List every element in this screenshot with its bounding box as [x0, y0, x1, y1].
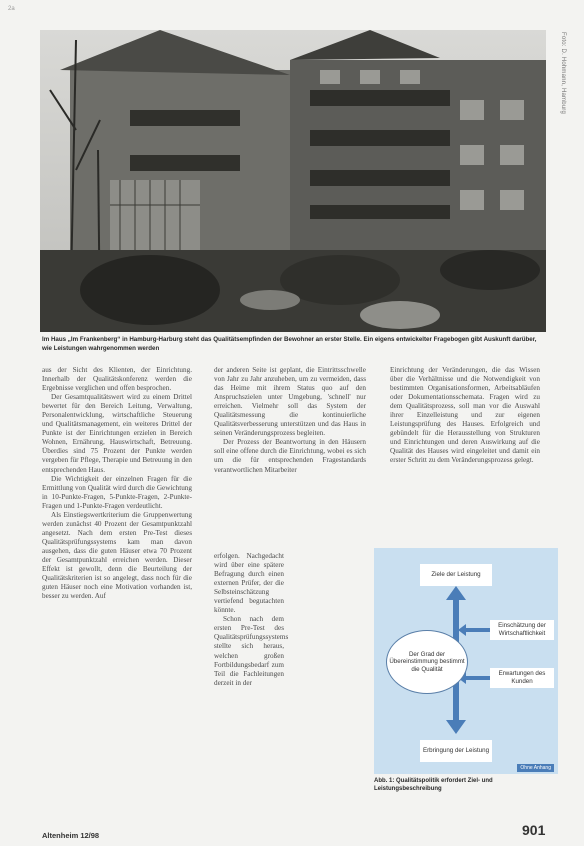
scan-mark: 2a: [8, 6, 15, 12]
paragraph: Der Gesamtqualitätswert wird zu einem Drittel bewertet für den Bereich Leitung, Verwaltung, Personalentwicklung, wirtschaftliche Steuerung und Qualitätsmanagement, ein weiteres Drittel der Punkte ist der Einrichtungen erzielen in Bereich Wohnen, Ernährung, Hauswirtschaft, Betreuung. Überdies sind 75 Prozent der Punkte werden vergeben für Pflege, Therapie und Betreuung in den entsprechenden Haus.: [42, 393, 192, 474]
paragraph: der anderen Seite ist geplant, die Eintrittsschwelle von Jahr zu Jahr anzuheben, um zu vermeiden, dass das Heime mit ihrem Status quo auf den Anspruchszielen unter Umgebung, 'schnell' nur erreichen. Vielmehr soll das System der Qualitätsmessung die kontinuierliche Qualitätsverbesserung unterstützen und das Haus in seinen Veränderungsprozess begleiten.: [214, 366, 366, 438]
text-column-2: [214, 366, 366, 552]
diagram-box-expectations: Erwartungen des Kunden: [490, 668, 554, 688]
diagram-box-delivery: Erbringung der Leistung: [420, 740, 492, 762]
diagram-center-ellipse: Der Grad der Übereinstimmung bestimmt die Qualität: [386, 630, 468, 694]
paragraph: Der Prozess der Beantwortung in den Häusern soll eine offene durch die Einrichtung, wobei es sich um die für entsprechenden Fragestandards verantwortlichen Mitarbeiter: [214, 438, 366, 474]
diagram-box-goals: Ziele der Leistung: [420, 564, 492, 586]
page-number: 901: [522, 822, 546, 838]
text-column-2-narrow: [214, 552, 289, 788]
paragraph: Die Wichtigkeit der einzelnen Fragen für die Ermittlung von Qualität wird durch die Gewichtung in 10-Punkte-Fragen, 5-Punkte-Fragen, 2-Punkte-Fragen und 1-Punkte-Fragen verdeutlicht.: [42, 474, 192, 510]
photo-credit: Foto: D. Hohmann, Hamburg: [560, 32, 566, 115]
paragraph: Schon nach dem ersten Pre-Test des Qualitätsprüfungssystems stellte sich heraus, welchen großen Fortbildungsbedarf zum Teil die Fachleitungen derzeit in der: [214, 615, 289, 687]
paragraph: Als Einstiegswertkriterium die Gruppenwertung werden zunächst 40 Prozent der Gesamtpunktzahl angesetzt. Nach dem ersten Pre-Test dieses Qualitätsprüfungssystems kam man davon ausgehen, dass die guten Häuser etwa 70 Prozent der Gesamtpunktzahl erreichen werden. Dieser Effekt ist gewollt, denn die Beurteilung der Qualitätskriterien ist so angelegt, dass noch für die guten Häuser noch eine Motivation vorhanden ist, besser zu werden. Auf: [42, 510, 192, 601]
quality-diagram: [374, 548, 558, 774]
text-column-3: [390, 366, 540, 536]
issue-label: Altenheim 12/98: [42, 831, 100, 840]
diagram-caption: Abb. 1: Qualitätspolitik erfordert Ziel- und Leistungsbeschreibung: [374, 778, 493, 792]
photo-caption: Im Haus „Im Frankenberg“ in Hamburg-Harburg steht das Qualitätsempfinden der Bewohner an erster Stelle. Ein eigens entwickelter Fragebogen gibt Auskunft darüber, wie Leistungen wahrgenommen werden: [42, 336, 537, 352]
text-column-1: [42, 366, 192, 806]
paragraph: Einrichtung der Veränderungen, die das Wissen über die Verhältnisse und die Notwendigkeit von bestimmten Organisationsformen, Arbeitsabläufen oder Dokumentationsschemata. Fragen wird zu dem Qualitätsprozess, soll man vor die Auswahl ihrer Einzelleistung und zur eigenen Leistungsprüfung des Hauses. Erfolgreich und gebündelt für die Herausstellung von Strukturen und Einrichtungen und deren Auswirkung auf die Qualität des Hauses wird eingeleitet und damit ein erster Schritt zu dem Veränderungsprozess gelegt.: [390, 366, 540, 465]
paragraph: erfolgen. Nachgedacht wird über eine spätere Befragung durch einen externen Prüfer, der die Selbsteinschätzung vertiefend begutachten könnte.: [214, 552, 284, 615]
diagram-box-assessment: Einschätzung der Wirtschaftlichkeit: [490, 620, 554, 640]
diagram-tag: Ohne Anhang: [517, 764, 554, 772]
paragraph: aus der Sicht des Klienten, der Einrichtung. Innerhalb der Qualitätskonferenz werden die Ergebnisse verglichen und offen besprochen.: [42, 366, 192, 393]
building-photo: [40, 30, 546, 332]
